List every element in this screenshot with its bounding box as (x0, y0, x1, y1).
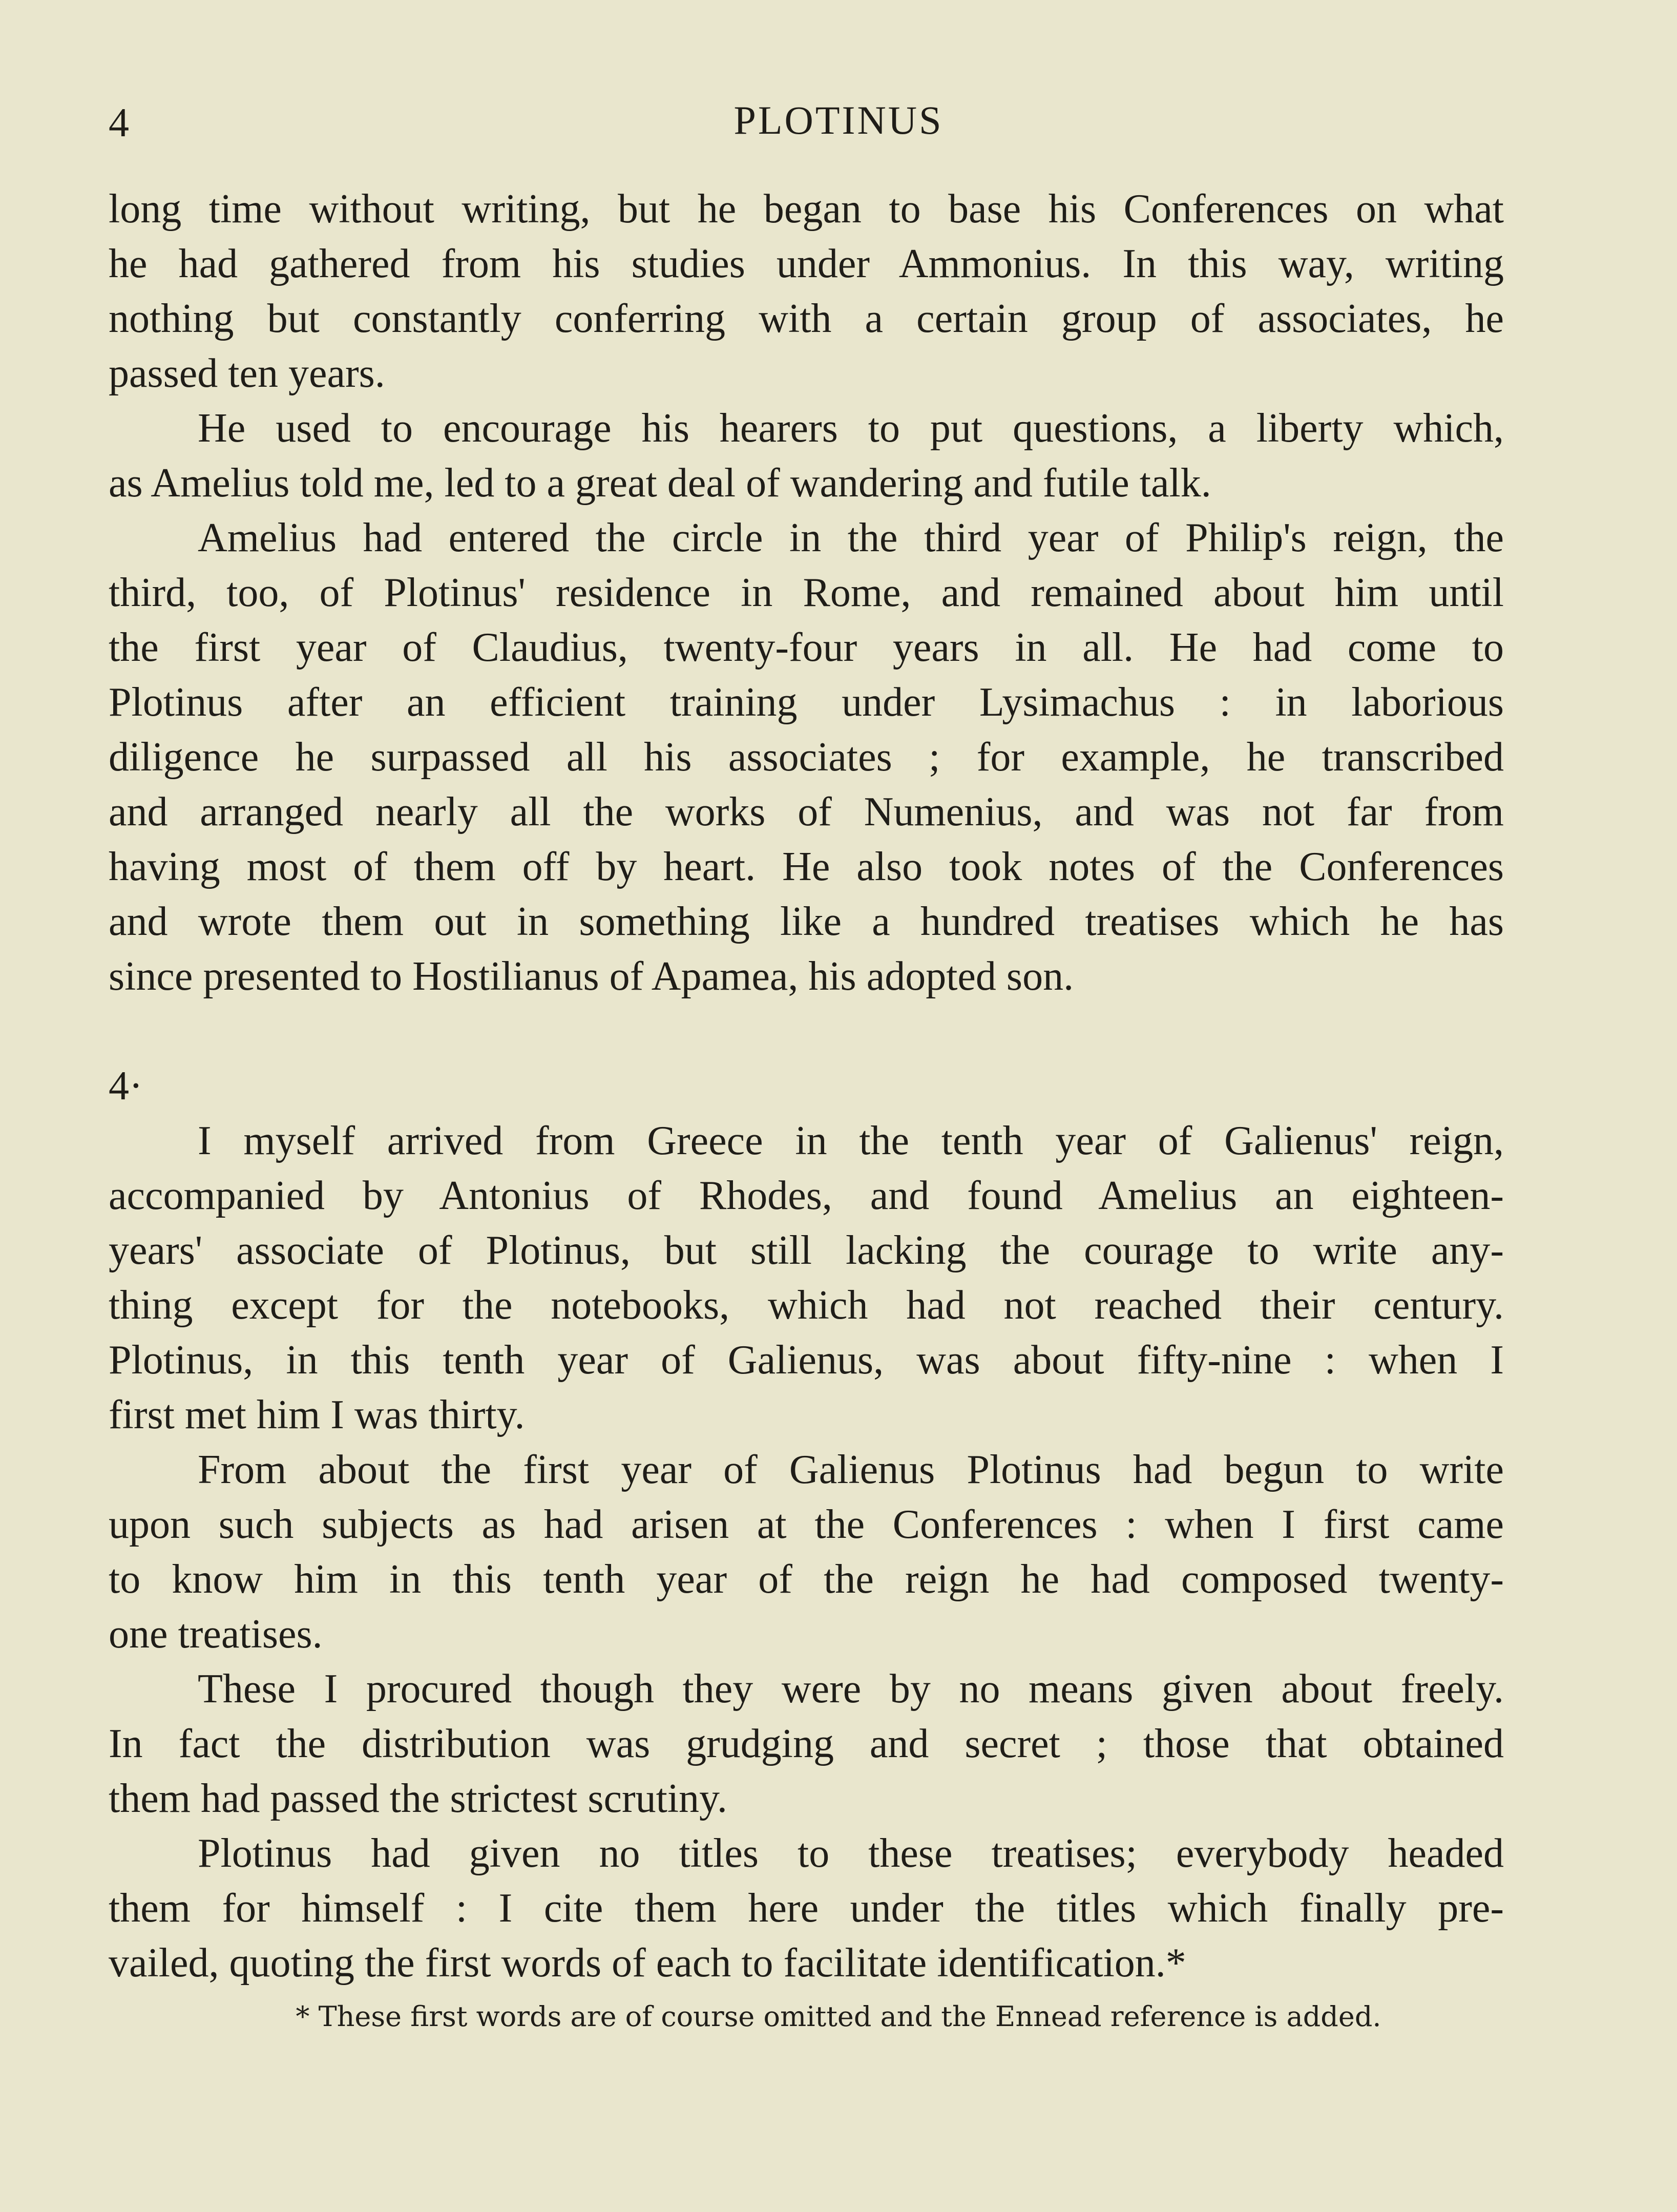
text-line: diligence he surpassed all his associates ; for example, he transcribed (109, 735, 1504, 780)
text-line: thing except for the notebooks, which had not reached their century. (109, 1283, 1504, 1328)
paragraph (109, 1443, 1504, 1662)
text-line: vailed, quoting the first words of each to facilitate identification.* (109, 1940, 1186, 1986)
text-line: nothing but constantly conferring with a certain group of associates, he (109, 296, 1504, 341)
text-line: and wrote them out in something like a hundred treatises which he has (109, 899, 1504, 944)
paragraph (109, 1662, 1504, 1826)
text-line: them for himself : I cite them here under the titles which finally pre- (109, 1886, 1504, 1931)
text-line: Plotinus, in this tenth year of Galienus, was about fifty-nine : when I (109, 1338, 1504, 1383)
text-line: Plotinus had given no titles to these treatises; everybody headed (198, 1831, 1504, 1876)
text-line: and arranged nearly all the works of Numenius, and was not far from (109, 789, 1504, 834)
text-line: he had gathered from his studies under Ammonius. In this way, writing (109, 241, 1504, 286)
running-title: PLOTINUS (733, 98, 944, 142)
text-line: From about the first year of Galienus Plotinus had begun to write (198, 1447, 1504, 1492)
text-line: In fact the distribution was grudging and secret ; those that obtained (109, 1721, 1504, 1766)
text-line: long time without writing, but he began to base his Conferences on what (109, 186, 1504, 232)
text-line: first met him I was thirty. (109, 1392, 525, 1437)
text-line: Amelius had entered the circle in the third year of Philip's reign, the (198, 515, 1504, 560)
paragraph (109, 1114, 1504, 1443)
text-line: Plotinus after an efficient training under Lysimachus : in laborious (109, 680, 1504, 725)
text-line: I myself arrived from Greece in the tenth year of Galienus' reign, (198, 1118, 1504, 1163)
text-line: them had passed the strictest scrutiny. (109, 1776, 727, 1821)
text-line: third, too, of Plotinus' residence in Rome, and remained about him until (109, 570, 1504, 615)
text-line: the first year of Claudius, twenty-four years in all. He had come to (109, 625, 1504, 670)
text-line: to know him in this tenth year of the reign he had composed twenty- (109, 1557, 1504, 1602)
section-number: 4· (109, 1063, 143, 1109)
text-line: passed ten years. (109, 351, 385, 396)
footnote: * These first words are of course omitted and the Ennead reference is added. (296, 2000, 1381, 2033)
text-line: upon such subjects as had arisen at the Conferences : when I first came (109, 1502, 1504, 1547)
text-line: accompanied by Antonius of Rhodes, and found Amelius an eighteen- (109, 1173, 1504, 1218)
paragraph (109, 1826, 1504, 1991)
page-body (109, 182, 1504, 1991)
text-line: He used to encourage his hearers to put questions, a liberty which, (198, 406, 1504, 451)
paragraph (109, 511, 1504, 1004)
text-line: since presented to Hostilianus of Apamea, his adopted son. (109, 954, 1074, 999)
paragraph (109, 401, 1504, 511)
page-number: 4 (109, 100, 129, 145)
text-line: These I procured though they were by no means given about freely. (198, 1666, 1504, 1712)
text-line: one treatises. (109, 1612, 323, 1657)
text-line: having most of them off by heart. He also took notes of the Conferences (109, 844, 1504, 889)
text-line: years' associate of Plotinus, but still lacking the courage to write any- (109, 1228, 1504, 1273)
paragraph (109, 182, 1504, 401)
text-line: as Amelius told me, led to a great deal of wandering and futile talk. (109, 461, 1211, 506)
